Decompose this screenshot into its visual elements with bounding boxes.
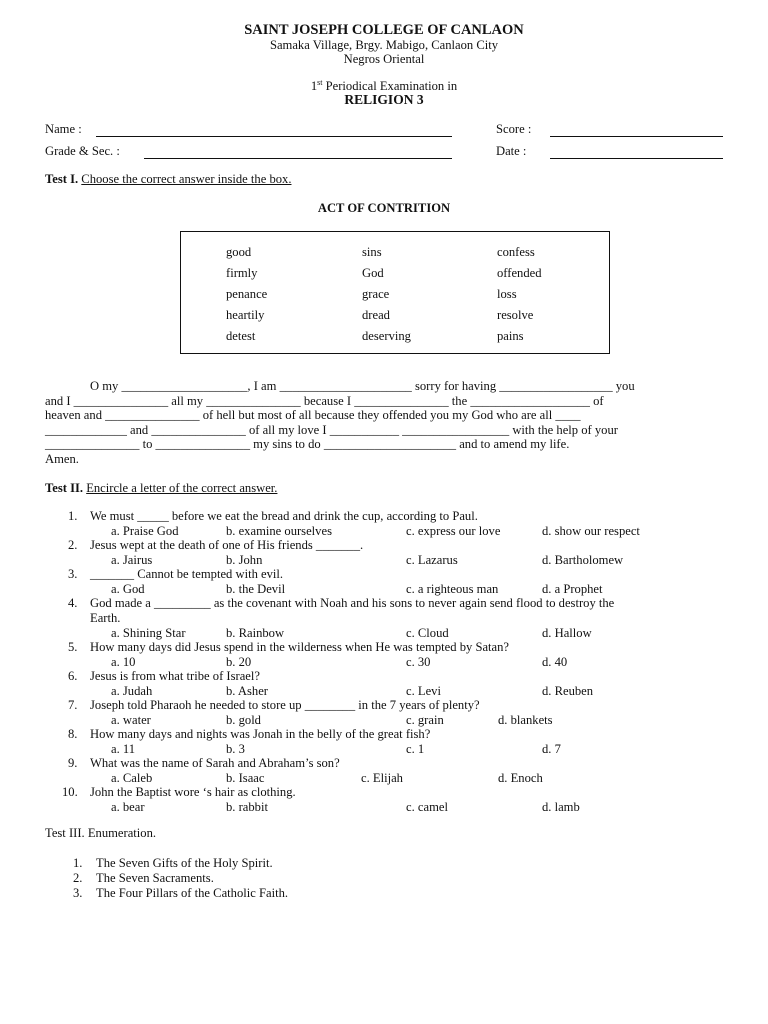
enum-number: 1. xyxy=(73,856,83,870)
school-name: SAINT JOSEPH COLLEGE OF CANLAON xyxy=(244,22,524,38)
enum-item: The Seven Gifts of the Holy Spirit. xyxy=(96,856,273,870)
question-number: 6. xyxy=(68,669,78,683)
answer-option[interactable]: d. 40 xyxy=(542,655,568,669)
question-number: 8. xyxy=(68,727,78,741)
answer-option[interactable]: d. Reuben xyxy=(542,684,594,698)
name-label: Name : xyxy=(45,122,82,136)
answer-option[interactable]: b. Rainbow xyxy=(226,625,285,640)
question-text: Jesus wept at the death of one of His friends _______. xyxy=(90,538,364,552)
question-text: How many days did Jesus spend in the wilderness when He was tempted by Satan? xyxy=(90,640,510,654)
answer-option[interactable]: a. Judah xyxy=(111,684,153,698)
question-text: Jesus is from what tribe of Israel? xyxy=(90,669,260,683)
question-number: 5. xyxy=(68,640,78,654)
answer-option[interactable]: a. water xyxy=(111,713,151,727)
word-bank-item: offended xyxy=(497,266,542,280)
answer-option[interactable]: a. Jairus xyxy=(111,553,153,567)
date-label: Date : xyxy=(496,144,527,158)
answer-option[interactable]: a. Caleb xyxy=(111,771,153,785)
question-text: How many days and nights was Jonah in the belly of the great fish? xyxy=(90,727,431,741)
answer-option[interactable]: d. a Prophet xyxy=(542,582,603,596)
word-bank-item: grace xyxy=(362,287,390,301)
school-address: Samaka Village, Brgy. Mabigo, Canlaon City xyxy=(269,38,499,52)
question-number: 3. xyxy=(68,567,78,581)
word-bank-item: God xyxy=(362,266,384,280)
answer-option[interactable]: a. 11 xyxy=(111,742,136,756)
answer-option[interactable]: a. God xyxy=(111,582,145,596)
answer-option[interactable]: c. 30 xyxy=(406,655,431,669)
answer-option[interactable]: c. Cloud xyxy=(406,625,449,640)
paragraph-line: _______________ to _______________ my sins to do _____________________ and to amend my life. xyxy=(45,437,570,451)
answer-option[interactable]: d. lamb xyxy=(542,800,580,814)
answer-option[interactable]: b. rabbit xyxy=(226,800,268,814)
exam-title: 1st Periodical Examination in xyxy=(310,78,458,94)
answer-option[interactable]: d. show our respect xyxy=(542,524,640,538)
answer-option[interactable]: c. a righteous man xyxy=(406,582,499,596)
answer-option[interactable]: d. blankets xyxy=(498,713,553,727)
name-field[interactable] xyxy=(96,136,452,137)
date-field[interactable] xyxy=(550,158,723,159)
answer-option[interactable]: c. Lazarus xyxy=(406,553,458,567)
subject-title: RELIGION 3 xyxy=(344,92,424,107)
question-number: 7. xyxy=(68,698,78,712)
paragraph-line: heaven and _______________ of hell but most of all because they offended you my God who are all ____ xyxy=(45,408,581,422)
enum-item: The Four Pillars of the Catholic Faith. xyxy=(96,886,289,900)
question-text: John the Baptist wore ‘s hair as clothing. xyxy=(90,785,296,799)
question-number: 2. xyxy=(68,538,78,552)
answer-option[interactable]: b. the Devil xyxy=(226,582,286,596)
word-bank-item: resolve xyxy=(497,308,534,322)
word-bank-item: dread xyxy=(362,308,390,322)
school-province: Negros Oriental xyxy=(343,52,425,66)
answer-option[interactable]: b. Isaac xyxy=(226,771,265,785)
question-number: 4. xyxy=(68,596,78,610)
answer-option[interactable]: c. 1 xyxy=(406,742,425,756)
paragraph-line: _____________ and _______________ of all my love I ___________ _________________ with the help of your xyxy=(45,423,618,437)
question-text: Joseph told Pharaoh he needed to store up ________ in the 7 years of plenty? xyxy=(90,698,480,712)
question-text-continued: Earth. xyxy=(90,610,121,625)
answer-option[interactable]: b. 3 xyxy=(226,742,245,756)
answer-option[interactable]: b. Asher xyxy=(226,684,268,698)
test3-heading: Test III. Enumeration. xyxy=(45,826,157,840)
word-bank-item: pains xyxy=(497,329,524,343)
answer-option[interactable]: b. John xyxy=(226,553,263,567)
answer-option[interactable]: a. Shining Star xyxy=(111,625,186,640)
word-bank-item: loss xyxy=(497,287,517,301)
grade-label: Grade & Sec. : xyxy=(45,144,120,158)
answer-option[interactable]: d. Enoch xyxy=(498,771,543,785)
word-bank-item: detest xyxy=(226,329,256,343)
word-bank-item: firmly xyxy=(226,266,258,280)
answer-option[interactable]: c. Levi xyxy=(406,684,441,698)
question-number: 9. xyxy=(68,756,78,770)
answer-option[interactable]: c. grain xyxy=(406,713,444,727)
answer-option[interactable]: b. 20 xyxy=(226,655,252,669)
enum-number: 2. xyxy=(73,871,83,885)
word-bank-item: confess xyxy=(497,245,535,259)
answer-option[interactable]: d. 7 xyxy=(542,742,561,756)
enum-number: 3. xyxy=(73,886,83,900)
question-number: 10. xyxy=(62,785,78,799)
paragraph-line: and I _______________ all my _______________ because I _______________ the ___________________ of xyxy=(45,394,604,408)
paragraph-line: Amen. xyxy=(45,452,79,466)
answer-option[interactable]: b. examine ourselves xyxy=(226,524,332,538)
question-text: God made a _________ as the covenant with Noah and his sons to never again send flood to destroy the xyxy=(90,596,615,610)
question-text: _______ Cannot be tempted with evil. xyxy=(90,567,284,581)
question-text: What was the name of Sarah and Abraham’s son? xyxy=(90,756,340,770)
test2-heading: Test II. Encircle a letter of the correct answer. xyxy=(45,481,278,495)
act-of-contrition-title: ACT OF CONTRITION xyxy=(317,201,451,215)
word-bank-item: heartily xyxy=(226,308,265,322)
grade-field[interactable] xyxy=(144,158,452,159)
word-bank-box xyxy=(180,231,610,354)
enum-item: The Seven Sacraments. xyxy=(96,871,214,885)
word-bank-item: deserving xyxy=(362,329,411,343)
word-bank-item: good xyxy=(226,245,252,259)
score-label: Score : xyxy=(496,122,532,136)
word-bank-item: penance xyxy=(226,287,268,301)
answer-option[interactable]: a. Praise God xyxy=(111,524,179,538)
answer-option[interactable]: d. Bartholomew xyxy=(542,553,624,567)
question-number: 1. xyxy=(68,509,78,523)
answer-option[interactable]: a. 10 xyxy=(111,655,136,669)
answer-option[interactable]: d. Hallow xyxy=(542,625,592,640)
answer-option[interactable]: c. Elijah xyxy=(361,771,403,785)
answer-option[interactable]: c. express our love xyxy=(406,524,501,538)
question-text: We must _____ before we eat the bread and drink the cup, according to Paul. xyxy=(90,509,478,523)
score-field[interactable] xyxy=(550,136,723,137)
test1-heading: Test I. Choose the correct answer inside the box. xyxy=(45,172,292,186)
answer-option[interactable]: c. camel xyxy=(406,800,448,814)
word-bank-item: sins xyxy=(362,245,382,259)
answer-option[interactable]: a. bear xyxy=(111,800,145,814)
answer-option[interactable]: b. gold xyxy=(226,713,261,727)
paragraph-line: O my ____________________, I am _____________________ sorry for having __________________ you xyxy=(90,379,635,393)
